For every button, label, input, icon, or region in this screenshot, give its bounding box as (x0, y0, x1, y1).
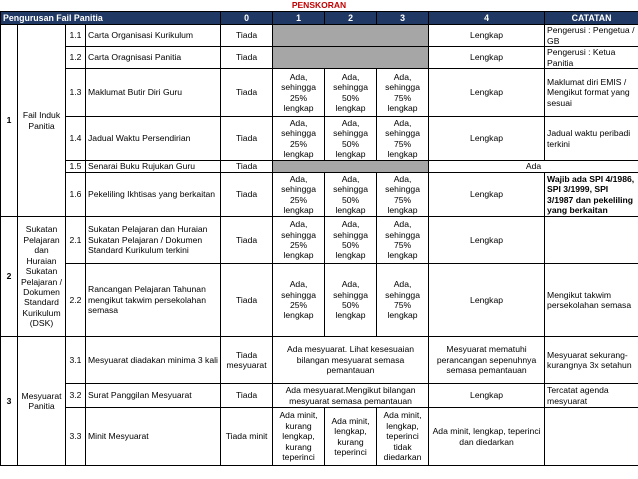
item-label: Rancangan Pelajaran Tahunan mengikut takwim persekolahan semasa (86, 264, 221, 337)
table-row (1, 173, 638, 217)
score-0-cell: Tiada (221, 117, 273, 161)
score-1-3-cell: Ada mesyuarat.Mengikut bilangan mesyuarat semasa pemantauan (273, 384, 429, 408)
score-0-cell: Tiada minit (221, 408, 273, 466)
score-0-cell: Tiada (221, 161, 273, 173)
item-code: 2.1 (66, 217, 86, 264)
header-notes: CATATAN (545, 12, 638, 25)
shaded-cell (273, 25, 429, 47)
note-cell (545, 217, 638, 264)
table-row (1, 25, 638, 47)
item-label: Carta Oragnisasi Panitia (86, 47, 221, 69)
score-4-cell: Lengkap (429, 69, 545, 117)
score-4-cell: Lengkap (429, 384, 545, 408)
score-2-cell: Ada, sehingga 50% lengkap (325, 117, 377, 161)
item-code: 1.6 (66, 173, 86, 217)
score-1-3-cell: Ada mesyuarat. Lihat kesesuaian bilangan mesyuarat semasa pemantauan (273, 337, 429, 384)
item-code: 3.2 (66, 384, 86, 408)
score-0-cell: Tiada mesyuarat (221, 337, 273, 384)
section-number: 2 (1, 217, 18, 337)
table-row (1, 117, 638, 161)
score-2-cell: Ada, sehingga 50% lengkap (325, 173, 377, 217)
item-label: Pekeliling Ikhtisas yang berkaitan (86, 173, 221, 217)
score-3-cell: Ada, sehingga 75% lengkap (377, 173, 429, 217)
note-cell: Mengikut takwim persekolahan semasa (545, 264, 638, 337)
item-label: Surat Panggilan Mesyuarat (86, 384, 221, 408)
header-title: Pengurusan Fail Panitia (1, 12, 221, 25)
score-4-cell: Ada (429, 161, 638, 173)
score-3-cell: Ada, sehingga 75% lengkap (377, 69, 429, 117)
header-score-4: 4 (429, 12, 545, 25)
table-row (1, 69, 638, 117)
note-cell: Pengerusi : Ketua Panitia (545, 47, 638, 69)
item-label: Sukatan Pelajaran dan Huraian Sukatan Pelajaran / Dokumen Standard Kurikulum terkini (86, 217, 221, 264)
score-0-cell: Tiada (221, 47, 273, 69)
score-0-cell: Tiada (221, 384, 273, 408)
table-header-row (1, 12, 638, 25)
note-cell: Pengerusi : Pengetua / GB (545, 25, 638, 47)
item-code: 1.1 (66, 25, 86, 47)
score-0-cell: Tiada (221, 217, 273, 264)
score-4-cell: Lengkap (429, 47, 545, 69)
note-cell: Wajib ada SPI 4/1986, SPI 3/1999, SPI 3/1987 dan pekeliling yang berkaitan (545, 173, 638, 217)
section-name: Sukatan Pelajaran dan Huraian Sukatan Pelajaran / Dokumen Standard Kurikulum (DSK) (18, 217, 66, 337)
note-cell: Tercatat agenda mesyuarat (545, 384, 638, 408)
score-1-cell: Ada minit, kurang lengkap, kurang teperinci (273, 408, 325, 466)
header-score-1: 1 (273, 12, 325, 25)
item-code: 1.4 (66, 117, 86, 161)
score-0-cell: Tiada (221, 173, 273, 217)
score-4-cell: Lengkap (429, 25, 545, 47)
table-row (1, 264, 638, 337)
score-3-cell: Ada minit, lengkap, teperinci tidak diedarkan (377, 408, 429, 466)
score-3-cell: Ada, sehingga 75% lengkap (377, 217, 429, 264)
score-0-cell: Tiada (221, 25, 273, 47)
score-2-cell: Ada, sehingga 50% lengkap (325, 264, 377, 337)
item-label: Maklumat Butir Diri Guru (86, 69, 221, 117)
score-4-cell: Mesyuarat mematuhi perancangan sepenuhnya semasa pemantauan (429, 337, 545, 384)
header-score-3: 3 (377, 12, 429, 25)
note-cell (545, 408, 638, 466)
score-4-cell: Lengkap (429, 264, 545, 337)
item-label: Mesyuarat diadakan minima 3 kali (86, 337, 221, 384)
item-label: Senarai Buku Rujukan Guru (86, 161, 221, 173)
note-cell: Jadual waktu peribadi terkini (545, 117, 638, 161)
score-4-cell: Lengkap (429, 117, 545, 161)
item-label: Jadual Waktu Persendirian (86, 117, 221, 161)
table-row (1, 384, 638, 408)
score-4-cell: Ada minit, lengkap, teperinci dan diedarkan (429, 408, 545, 466)
shaded-cell (273, 47, 429, 69)
note-cell: Maklumat diri EMIS / Mengikut format yang sesuai (545, 69, 638, 117)
item-code: 1.2 (66, 47, 86, 69)
note-cell: Mesyuarat sekurang-kurangnya 3x setahun (545, 337, 638, 384)
item-code: 1.5 (66, 161, 86, 173)
section-name: Fail Induk Panitia (18, 25, 66, 217)
item-code: 3.1 (66, 337, 86, 384)
section-name: Mesyuarat Panitia (18, 337, 66, 466)
score-1-cell: Ada, sehingga 25% lengkap (273, 217, 325, 264)
item-code: 1.3 (66, 69, 86, 117)
score-2-cell: Ada, sehingga 50% lengkap (325, 217, 377, 264)
score-0-cell: Tiada (221, 264, 273, 337)
score-1-cell: Ada, sehingga 25% lengkap (273, 173, 325, 217)
score-1-cell: Ada, sehingga 25% lengkap (273, 69, 325, 117)
score-2-cell: Ada minit, lengkap, kurang teperinci (325, 408, 377, 466)
header-score-2: 2 (325, 12, 377, 25)
table-row (1, 47, 638, 69)
section-number: 1 (1, 25, 18, 217)
item-label: Minit Mesyuarat (86, 408, 221, 466)
score-1-cell: Ada, sehingga 25% lengkap (273, 117, 325, 161)
score-3-cell: Ada, sehingga 75% lengkap (377, 264, 429, 337)
table-row (1, 337, 638, 384)
score-3-cell: Ada, sehingga 75% lengkap (377, 117, 429, 161)
score-2-cell: Ada, sehingga 50% lengkap (325, 69, 377, 117)
page-title: PENSKORAN (291, 0, 347, 10)
table-row (1, 408, 638, 466)
scoring-table (0, 11, 638, 466)
score-4-cell: Lengkap (429, 217, 545, 264)
item-code: 2.2 (66, 264, 86, 337)
score-4-cell: Lengkap (429, 173, 545, 217)
score-1-cell: Ada, sehingga 25% lengkap (273, 264, 325, 337)
item-code: 3.3 (66, 408, 86, 466)
table-row (1, 217, 638, 264)
shaded-cell (273, 161, 429, 173)
score-0-cell: Tiada (221, 69, 273, 117)
table-row (1, 161, 638, 173)
item-label: Carta Organisasi Kurikulum (86, 25, 221, 47)
section-number: 3 (1, 337, 18, 466)
header-score-0: 0 (221, 12, 273, 25)
